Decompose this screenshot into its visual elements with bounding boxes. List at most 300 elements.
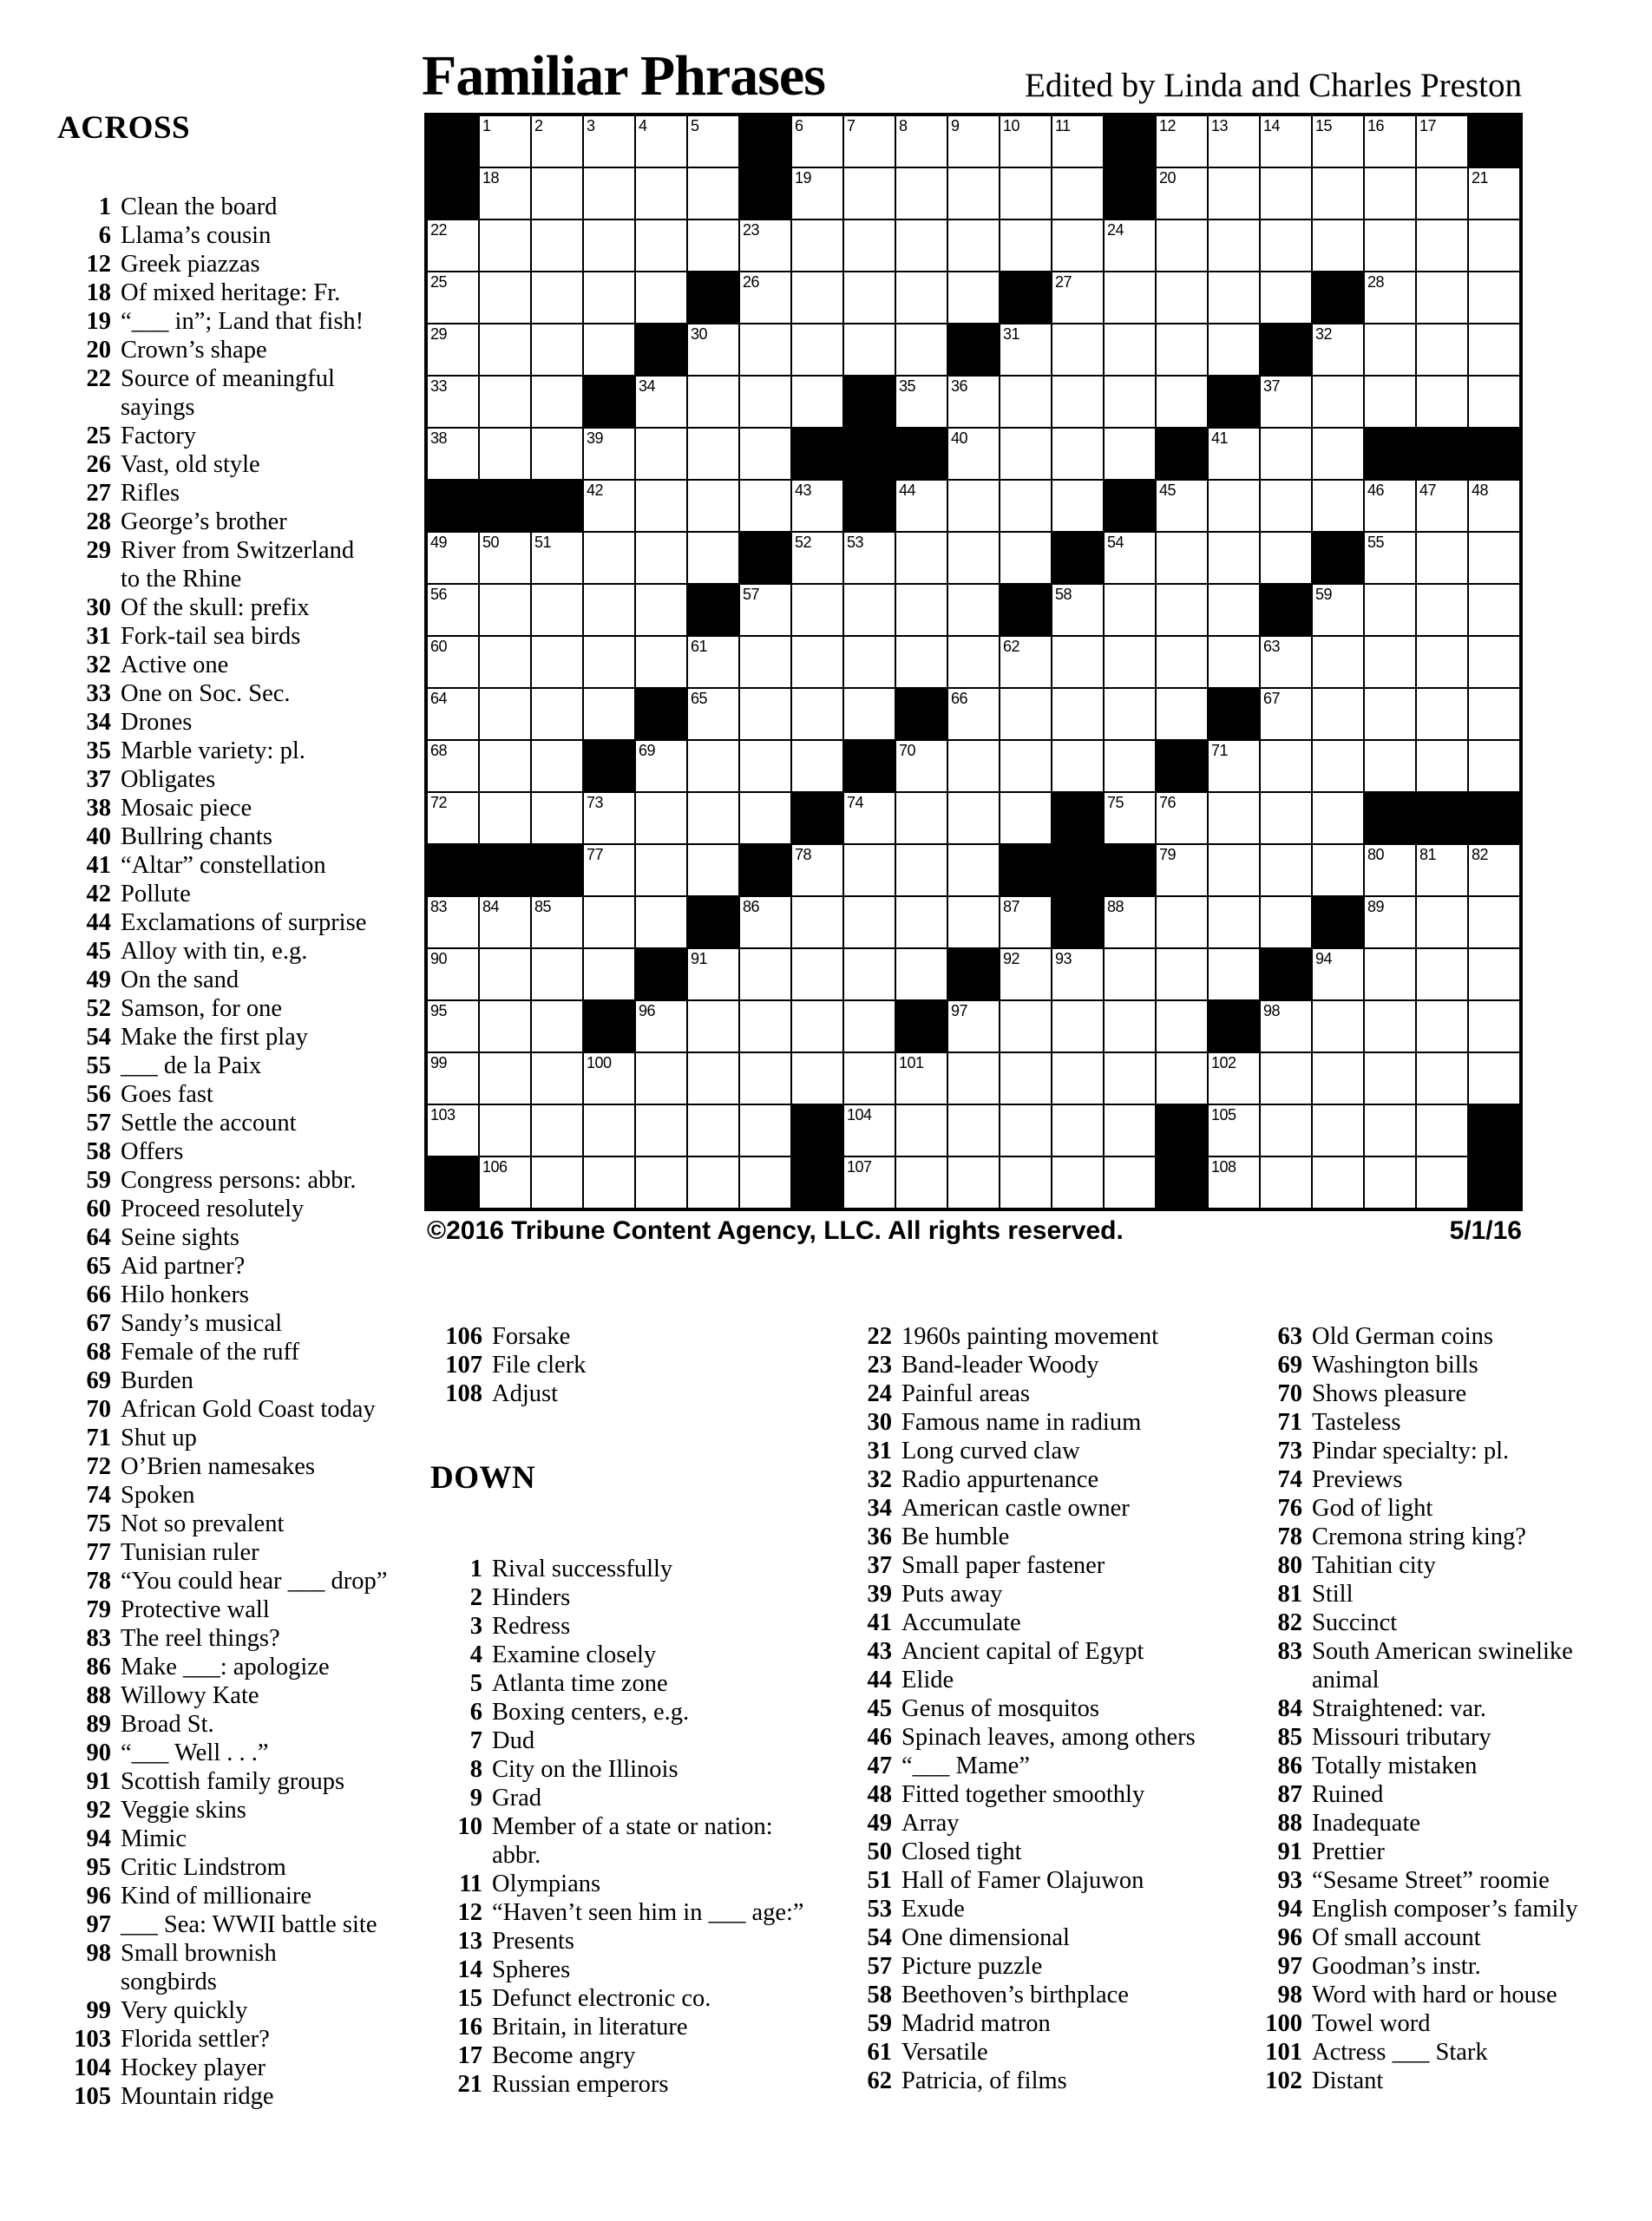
clue-number: 107	[445, 1352, 482, 1379]
grid-cell	[531, 896, 583, 948]
grid-cell	[947, 1104, 1000, 1156]
grid-cell	[1468, 480, 1520, 532]
clue-text: “Sesame Street” roomie	[1312, 1867, 1550, 1894]
grid-cell	[687, 740, 739, 792]
clue-item	[57, 1882, 387, 1910]
clue-text: Defunct electronic co.	[492, 1985, 711, 2012]
grid-cell	[1416, 167, 1468, 219]
clue-item	[57, 221, 387, 250]
cell-number: 49	[430, 534, 448, 551]
grid-cell	[531, 584, 583, 636]
grid-cell	[687, 428, 739, 480]
grid-cell	[1208, 480, 1260, 532]
grid-cell	[531, 1156, 583, 1209]
clue-text: God of light	[1312, 1495, 1433, 1522]
grid-cell-black	[1104, 167, 1156, 219]
clue-item	[850, 1866, 1196, 1895]
grid-cell	[687, 219, 739, 272]
grid-cell	[1260, 792, 1312, 844]
grid-cell	[1208, 896, 1260, 948]
clue-text: Picture puzzle	[901, 1953, 1043, 1980]
clue-item	[430, 1698, 804, 1726]
grid-cell	[1260, 480, 1312, 532]
clue-item	[430, 1898, 804, 1927]
grid-cell	[1156, 896, 1208, 948]
clue-item	[1255, 1694, 1578, 1723]
grid-cell	[427, 1052, 479, 1104]
clue-item	[1255, 1437, 1578, 1465]
clue-item	[430, 1726, 804, 1755]
clue-text: Source of meaningful sayings	[121, 365, 335, 421]
clue-item	[57, 1538, 387, 1567]
grid-cell	[1312, 740, 1364, 792]
clue-item	[57, 2054, 387, 2082]
clue-number: 56	[86, 1081, 111, 1108]
grid-cell	[1468, 272, 1520, 324]
grid-cell	[1312, 636, 1364, 688]
grid-cell	[531, 428, 583, 480]
grid-cell	[1104, 948, 1156, 1000]
clue-text: Versatile	[901, 2039, 988, 2066]
clue-item	[57, 708, 387, 737]
grid-cell	[1416, 115, 1468, 167]
grid-cell-black	[1000, 584, 1052, 636]
clue-text: Goes fast	[121, 1081, 213, 1108]
clue-item	[1255, 1551, 1578, 1580]
grid-cell	[427, 896, 479, 948]
clue-text: ___ Sea: WWII battle site	[121, 1911, 377, 1938]
grid-cell	[687, 376, 739, 428]
clue-item	[57, 1595, 387, 1624]
cell-number: 6	[795, 117, 803, 134]
grid-cell-black	[1156, 740, 1208, 792]
cell-number: 13	[1211, 117, 1229, 134]
grid-cell	[583, 167, 635, 219]
grid-cell-black	[1468, 115, 1520, 167]
grid-cell	[1364, 167, 1416, 219]
clue-item	[57, 1710, 387, 1739]
grid-cell	[1000, 219, 1052, 272]
cell-number: 28	[1367, 273, 1385, 291]
grid-cell-black	[427, 115, 479, 167]
clue-item	[57, 1853, 387, 1882]
grid-cell	[531, 740, 583, 792]
grid-cell	[739, 272, 791, 324]
grid-cell	[1104, 1052, 1156, 1104]
clue-item	[57, 851, 387, 880]
grid-cell	[427, 792, 479, 844]
grid-cell	[531, 688, 583, 740]
clue-number: 64	[86, 1224, 111, 1251]
cell-number: 26	[743, 273, 760, 291]
clue-number: 81	[1277, 1581, 1302, 1608]
grid-cell	[739, 1052, 791, 1104]
grid-cell	[791, 636, 843, 688]
grid-cell	[1312, 428, 1364, 480]
cell-number: 21	[1472, 169, 1489, 187]
clue-number: 85	[1277, 1724, 1302, 1751]
clue-item	[850, 2009, 1196, 2038]
grid-cell	[427, 584, 479, 636]
grid-cell	[947, 272, 1000, 324]
clue-number: 23	[867, 1352, 892, 1379]
clue-text: Towel word	[1312, 2010, 1431, 2037]
grid-cell	[1416, 636, 1468, 688]
cell-number: 59	[1315, 586, 1333, 603]
grid-cell	[1312, 480, 1364, 532]
grid-cell-black	[1312, 272, 1364, 324]
clue-item	[57, 307, 387, 336]
clue-text: Succinct	[1312, 1609, 1398, 1636]
cell-number: 43	[795, 482, 812, 499]
clue-number: 12	[457, 1899, 482, 1926]
clue-number: 10	[457, 1813, 482, 1840]
grid-cell-black	[1416, 792, 1468, 844]
clue-text: Presents	[492, 1928, 574, 1955]
footer-line	[427, 1216, 1522, 1246]
clue-number: 96	[1277, 1924, 1302, 1951]
clue-number: 31	[86, 623, 111, 650]
grid-cell	[1416, 1052, 1468, 1104]
clue-text: Beethoven’s birthplace	[901, 1982, 1129, 2008]
clue-number: 50	[867, 1838, 892, 1865]
grid-cell	[1156, 167, 1208, 219]
clue-item	[850, 1923, 1196, 1952]
clue-text: Totally mistaken	[1312, 1753, 1478, 1779]
grid-cell	[947, 740, 1000, 792]
grid-cell	[531, 115, 583, 167]
clue-item	[430, 1812, 804, 1870]
cell-number: 53	[847, 534, 864, 551]
grid-cell-black	[531, 844, 583, 896]
clue-text: Forsake	[492, 1323, 571, 1350]
clue-item	[430, 2041, 804, 2070]
grid-cell	[1364, 896, 1416, 948]
grid-cell	[531, 948, 583, 1000]
clue-item	[850, 1637, 1196, 1666]
grid-cell	[1000, 324, 1052, 376]
clue-number: 21	[457, 2071, 482, 2098]
grid-cell-black	[739, 115, 791, 167]
grid-cell	[843, 167, 895, 219]
clue-text: Grad	[492, 1785, 541, 1812]
clue-number: 92	[86, 1797, 111, 1824]
grid-cell	[531, 272, 583, 324]
grid-cell	[1260, 896, 1312, 948]
clue-number: 88	[1277, 1810, 1302, 1837]
grid-cell-black	[1260, 324, 1312, 376]
clue-item	[430, 1322, 586, 1351]
cell-number: 61	[691, 638, 708, 655]
clue-item	[57, 679, 387, 708]
clue-number: 14	[457, 1956, 482, 1983]
clue-text: Spinach leaves, among others	[901, 1724, 1196, 1751]
grid-cell	[1208, 532, 1260, 584]
cell-number: 94	[1315, 950, 1333, 967]
grid-cell	[739, 480, 791, 532]
grid-cell	[895, 219, 947, 272]
grid-cell	[739, 1000, 791, 1052]
clue-text: Proceed resolutely	[121, 1196, 305, 1222]
cell-number: 12	[1159, 117, 1177, 134]
grid-cell	[427, 1104, 479, 1156]
clue-text: Britain, in literature	[492, 2014, 688, 2041]
grid-cell-black	[635, 324, 687, 376]
clue-text: Dud	[492, 1727, 535, 1754]
cell-number: 108	[1211, 1158, 1236, 1176]
clue-item	[57, 1137, 387, 1166]
cell-number: 52	[795, 534, 812, 551]
puzzle-title: Familiar Phrases	[422, 44, 825, 108]
grid-cell	[1000, 1052, 1052, 1104]
grid-cell	[1260, 688, 1312, 740]
grid-cell	[1416, 376, 1468, 428]
cell-number: 67	[1263, 690, 1281, 707]
grid-cell-black	[843, 480, 895, 532]
grid-cell-black	[1260, 948, 1312, 1000]
grid-cell-black	[1468, 1104, 1520, 1156]
clue-text: Critic Lindstrom	[121, 1854, 286, 1881]
grid-cell	[739, 896, 791, 948]
clue-item	[1255, 1379, 1578, 1408]
clue-text: Offers	[121, 1138, 184, 1165]
cell-number: 60	[430, 638, 448, 655]
clue-text: Goodman’s instr.	[1312, 1953, 1481, 1980]
cell-number: 76	[1159, 794, 1177, 811]
grid-cell	[947, 532, 1000, 584]
clue-number: 78	[86, 1568, 111, 1595]
grid-cell	[739, 428, 791, 480]
clue-text: Mosaic piece	[121, 795, 252, 822]
clue-text: Clean the board	[121, 193, 278, 220]
grid-cell	[1156, 324, 1208, 376]
grid-cell-black	[687, 272, 739, 324]
grid-cell	[1312, 1156, 1364, 1209]
clue-text: Llama’s cousin	[121, 222, 272, 249]
grid-cell	[583, 272, 635, 324]
clue-text: Fork-tail sea birds	[121, 623, 301, 650]
grid-cell	[1312, 688, 1364, 740]
grid-cell	[1364, 219, 1416, 272]
clue-item	[850, 1580, 1196, 1608]
clue-item	[57, 1080, 387, 1109]
clue-text: Madrid matron	[901, 2010, 1051, 2037]
clue-number: 75	[86, 1510, 111, 1537]
clue-number: 45	[867, 1695, 892, 1722]
grid-cell	[687, 167, 739, 219]
down-header: DOWN	[430, 1460, 536, 1496]
cell-number: 47	[1419, 482, 1437, 499]
grid-cell	[1416, 584, 1468, 636]
grid-cell	[1156, 1052, 1208, 1104]
clue-number: 62	[867, 2067, 892, 2094]
clue-number: 91	[1277, 1838, 1302, 1865]
clue-number: 34	[86, 709, 111, 736]
grid-cell-black	[843, 740, 895, 792]
grid-cell	[427, 740, 479, 792]
clue-number: 22	[867, 1323, 892, 1350]
grid-cell	[1364, 1052, 1416, 1104]
grid-cell	[1260, 272, 1312, 324]
grid-cell	[583, 584, 635, 636]
clue-number: 44	[867, 1667, 892, 1694]
grid-cell	[843, 272, 895, 324]
cell-number: 68	[430, 742, 448, 759]
cell-number: 73	[587, 794, 604, 811]
clue-text: Alloy with tin, e.g.	[121, 938, 308, 965]
clue-item	[57, 1910, 387, 1939]
grid-cell	[1052, 167, 1104, 219]
clue-number: 42	[86, 881, 111, 907]
grid-cell	[479, 896, 531, 948]
clue-item	[57, 2082, 387, 2111]
clue-number: 98	[1277, 1982, 1302, 2008]
grid-cell-black	[479, 844, 531, 896]
grid-cell	[791, 480, 843, 532]
grid-cell-black	[479, 480, 531, 532]
clue-item	[57, 1166, 387, 1195]
clue-number: 24	[867, 1380, 892, 1407]
clue-number: 40	[86, 823, 111, 850]
clue-text: On the sand	[121, 966, 239, 993]
cell-number: 31	[1003, 325, 1020, 343]
clue-item	[57, 250, 387, 278]
grid-cell	[1416, 272, 1468, 324]
grid-cell	[947, 636, 1000, 688]
clue-item	[1255, 1752, 1578, 1780]
grid-cell	[895, 740, 947, 792]
grid-cell	[1104, 1156, 1156, 1209]
grid-cell	[1416, 740, 1468, 792]
clue-item	[57, 1195, 387, 1223]
clue-item	[57, 1739, 387, 1767]
cell-number: 83	[430, 898, 448, 915]
grid-cell-black	[739, 167, 791, 219]
cell-number: 91	[691, 950, 708, 967]
grid-cell	[583, 532, 635, 584]
grid-cell	[1000, 1104, 1052, 1156]
grid-cell	[1364, 636, 1416, 688]
clue-item	[57, 1825, 387, 1853]
clue-text: George’s brother	[121, 508, 287, 535]
clue-item	[57, 508, 387, 536]
clue-item	[850, 1551, 1196, 1580]
grid-cell	[1364, 740, 1416, 792]
grid-cell	[531, 1104, 583, 1156]
cell-number: 35	[899, 377, 916, 395]
grid-cell-black	[947, 948, 1000, 1000]
grid-cell	[479, 115, 531, 167]
clue-text: The reel things?	[121, 1625, 280, 1652]
grid-cell	[687, 636, 739, 688]
clue-item	[57, 1510, 387, 1538]
cell-number: 56	[430, 586, 448, 603]
clue-text: Become angry	[492, 2042, 636, 2069]
clue-number: 6	[98, 222, 111, 249]
grid-cell	[635, 376, 687, 428]
grid-cell	[583, 115, 635, 167]
cell-number: 63	[1263, 638, 1281, 655]
clue-number: 55	[86, 1052, 111, 1079]
clue-number: 17	[457, 2042, 482, 2069]
grid-cell	[1468, 740, 1520, 792]
clue-number: 32	[867, 1466, 892, 1493]
clue-item	[1255, 1465, 1578, 1494]
clue-item	[850, 1809, 1196, 1838]
grid-cell	[1052, 324, 1104, 376]
grid-cell	[479, 792, 531, 844]
clue-item	[57, 794, 387, 822]
down-clue-list-1	[430, 1555, 804, 2099]
clue-text: Closed tight	[901, 1838, 1022, 1865]
grid-cell	[1104, 324, 1156, 376]
grid-cell	[791, 272, 843, 324]
grid-cell	[791, 532, 843, 584]
clue-number: 2	[469, 1584, 482, 1611]
clue-item	[57, 1424, 387, 1452]
grid-cell	[1312, 1000, 1364, 1052]
clue-item	[57, 822, 387, 851]
grid-cell	[1000, 428, 1052, 480]
clue-text: Settle the account	[121, 1110, 297, 1137]
cell-number: 89	[1367, 898, 1385, 915]
clue-number: 5	[469, 1670, 482, 1697]
grid-cell	[1156, 636, 1208, 688]
grid-cell	[531, 1000, 583, 1052]
grid-cell	[1104, 219, 1156, 272]
clue-item	[850, 1408, 1196, 1437]
grid-cell-black	[1156, 1156, 1208, 1209]
clue-item	[430, 1784, 804, 1812]
clue-text: Exude	[901, 1896, 965, 1923]
clue-item	[57, 966, 387, 994]
clue-text: Very quickly	[121, 1997, 248, 2024]
clue-number: 79	[86, 1596, 111, 1623]
clue-item	[1255, 1895, 1578, 1923]
grid-cell	[947, 219, 1000, 272]
clue-item	[57, 593, 387, 622]
grid-cell	[635, 167, 687, 219]
clue-item	[1255, 2067, 1578, 2095]
clue-item	[430, 1870, 804, 1898]
clue-number: 6	[469, 1699, 482, 1726]
clue-text: Still	[1312, 1581, 1354, 1608]
clue-text: Straightened: var.	[1312, 1695, 1487, 1722]
grid-cell	[843, 1000, 895, 1052]
clue-item	[57, 1252, 387, 1281]
clue-number: 96	[86, 1883, 111, 1910]
clue-number: 99	[86, 1997, 111, 2024]
clue-item	[57, 1052, 387, 1080]
grid-cell-black	[1052, 792, 1104, 844]
clue-text: Band-leader Woody	[901, 1352, 1099, 1379]
clue-text: American castle owner	[901, 1495, 1130, 1522]
clue-text: Vast, old style	[121, 451, 260, 478]
grid-cell	[1208, 792, 1260, 844]
grid-cell	[1156, 376, 1208, 428]
grid-cell-black	[1468, 428, 1520, 480]
clue-number: 41	[86, 852, 111, 879]
clue-text: Tahitian city	[1312, 1552, 1436, 1579]
grid-cell	[583, 1156, 635, 1209]
clue-item	[57, 1653, 387, 1681]
cell-number: 24	[1107, 221, 1124, 239]
clue-item	[850, 1723, 1196, 1752]
clue-text: Drones	[121, 709, 193, 736]
clue-text: Redress	[492, 1613, 571, 1640]
grid-cell	[1000, 636, 1052, 688]
grid-cell-black	[843, 428, 895, 480]
